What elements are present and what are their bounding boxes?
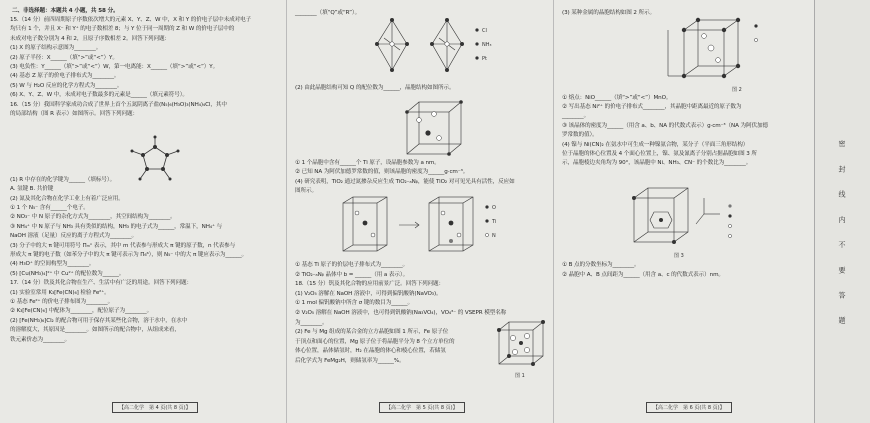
text-line: 后化学式为 FeMg₂H，则储氢率为______%。 [295,358,405,364]
text-line: ③ 该晶体的密度为______（用含 a、b、NA 的代数式表示）g·cm⁻³（NA 为阿伏加德 [562,122,769,129]
page-4-footer: 【高二化学 第 4 页(共 8 页)】 [112,402,198,413]
text-line: 铁元素价态为________。 [10,336,71,343]
text-line: 15.（14 分）前四周期原子序数依次增大的元素 X、Y、Z、W 中，X 和 Y 的价电子层中未成对电子 [10,17,252,23]
legend-ti: Ti [492,219,497,225]
binding-margin [814,0,870,423]
text-line: ② 写出基态 Ni²⁺ 的价电子排布式________，其晶胞中距离最近的原子数为 [562,104,742,110]
text-line: 的局部结构（图 R 表示）如图所示。回答下列问题： [10,111,139,117]
text-line: 为________。 [295,319,328,326]
figure-2-caption: 图 2 [732,87,742,93]
text-line: ② TiO₂₋ₐNᵦ 晶体中 b = ______（用 a 表示）。 [295,271,409,278]
text-line: (2) [Fe(NH₃)₆]Cl₂ 的配合物可用于保存其某些化合物，溶于水中，在水中 [10,317,188,324]
page-6-footer: 【高二化学 第 6 页(共 8 页)】 [646,402,732,413]
text-line: (4) 镍与 Ni(CN)₂ 在氨水中可生成一种镍氨合物，某分子（平面三角形结构） [562,141,749,148]
text-line: ① 基态 Fe²⁺ 的价电子排布图为________。 [10,299,114,305]
text-line: (3) 某种金属的晶胞结构如图 2 所示。 [562,10,656,16]
page-4-column [0,0,286,423]
text-line: (2) 原子半径：X______（填“>”或“<”）Y。 [10,54,118,61]
text-line: 18.（15 分）钒及其化合物的应用前景广泛。回答下列问题： [295,281,445,288]
text-line: ① B 点的分数坐标为________。 [562,262,640,268]
text-line: 罗常数的值）。 [562,132,598,139]
section-title: 二、非选择题：本题共 4 小题，共 58 分。 [12,8,119,14]
text-line: (4) H₃O⁺ 的空间构型为________。 [10,261,95,268]
text-line: NaOH 溶液（足量）反应的离子方程式为________。 [10,233,137,240]
page-5-footer: 【高二化学 第 5 页(共 8 页)】 [379,402,465,413]
text-line: ① 熔点：NiO______（填“>”或“<”）MnO。 [562,94,672,101]
text-line: 16.（15 分）我国科学家成功合成了世界上首个五氮阴离子盐(N₅)₆(H₃O)₃(NH₄)₄Cl，其中 [10,101,227,108]
figure-3-caption: 图 3 [674,253,684,259]
text-line: (1) V₂O₅ 溶解在 NaOH 溶液中，可得到偏钒酸钠(NaVO₃)。 [295,290,442,297]
text-line: (1) R 中存在的化学键为______（填标号）。 [10,176,116,183]
text-line: ① 基态 Ti 原子的价层电子排布式为________。 [295,262,409,268]
titanium-oxide-cell-diagram [397,98,477,160]
text-line: (2) 由此晶胞结构可知 Q 的配位数为______，晶胞结构如图所示。 [295,85,455,92]
text-line: (3) 分子中的大 π 键可用符号 Πₘⁿ 表示，其中 m 代表参与形成大 π 键的原子数，n 代表参与 [10,242,236,249]
text-line: 图所示。 [295,188,317,195]
text-line: ② NO₃⁻ 中 N 原子的杂化方式为________，其空间结构为________。 [10,214,176,221]
text-line: 17.（14 分）铁及其化合物在生产、生活中有广泛的用途。回答下列问题： [10,280,193,287]
figure-1-caption: 图 1 [515,373,525,379]
legend-pt: Pt [482,56,487,62]
text-line: (1) X 的原子结构示意图为________。 [10,45,102,52]
legend-n: N [492,233,496,239]
text-line: ② 已知 NA 为阿伏加德罗常数的值，则该晶胞的密度为______g·cm⁻³。 [295,169,469,176]
nickel-complex-cell-diagram [624,184,754,250]
text-line: (4) 研究表明，TiO₂ 通过氮掺杂反应生成 TiO₂₋ₐNᵦ，能使 TiO₂ 对可见光具有活性，反应如 [295,178,515,185]
legend-o: O [492,205,496,211]
text-line: 均只有 1 个，并且 X⁻ 和 Y⁺ 的电子数相差 8；与 Y 位于同一周期的 Z 和 W 的价电子层中的 [10,26,235,33]
metal-crystal-cell-diagram [664,14,784,84]
page-5-column [286,0,553,423]
text-line: 的溶解度大，其原因是________。如图所示的配合物中，从组成来看， [10,327,180,334]
text-line: 形成大 π 键的电子数（如苯分子中的大 π 键可表示为 Π₆⁶），则 N₅⁻ 中的大 π 键应表示为______。 [10,252,248,258]
text-line: 于顶点和面心的位置，Mg 原子位于将晶胞平分为 8 个立方单位的 [295,338,455,345]
text-line: (5) W 与 H₂O 反应的化学方程式为________。 [10,82,123,89]
text-line: (6) X、Y、Z、W 中，未成对电子数最多的元素是______（填元素符号）。 [10,92,188,99]
octahedral-isomers-diagram [367,16,517,76]
text-line: ① 1 个晶胞中含有______个 Ti 原子，设晶胞参数为 a nm。 [295,160,440,166]
text-line: 位于晶胞的体心位置及 4 个面心位置上，镍、氨及氰离子分别占据晶胞如图 3 所 [562,151,757,157]
text-line: A. 氢键 B. 共价键 [10,186,54,193]
tio2-doping-diagram [337,195,527,257]
text-line: 体心位置，晶体储氢时，H₂ 在晶胞的体心和棱心位置，若储氢 [295,348,446,355]
page-6-column [553,0,816,423]
text-line: ③ NH₄⁺ 中 N 原子与 NH₃ 具有类似的结构，NH₃ 的电子式为______，常温下，NH₄⁺ 与 [10,223,222,230]
pentazole-structure-diagram [120,133,190,191]
text-line: (3) 电负性：Y______（填“>”或“<”）W，第一电离能：X______（填“>”或“<”）Y。 [10,64,219,70]
text-line: (5) [Cu(NH₃)₄]²⁺ 中 Cu²⁺ 的配位数为______。 [10,270,125,277]
text-line: ② K₃[Fe(CN)₆] 中配体为________，配位原子为________。 [10,308,153,315]
legend-nh3: NH₃ [482,42,492,48]
binding-warning-text: 密 封 线 内 不 要 答 题 [838,140,846,332]
text-line: ① 1 个 N₅⁻ 含有______个电子。 [10,205,89,211]
fe-mg-unit-cell-diagram [495,320,547,370]
text-line: ① 1 mol 偏钒酸钠中所含 σ 键的数目为______。 [295,300,413,307]
text-line: 未成对电子数分别为 4 和 2，且原子序数相差 2。回答下列问题： [10,35,170,42]
text-line: ② V₂O₅ 溶解在 NaOH 溶液中，也可得到钒酸钠(Na₃VO₄)，VO₄³⁻ 的 VSEPR 模型名称 [295,310,507,316]
legend-cl: Cl [482,28,487,34]
text-line: 示，晶胞棱边夹角均为 90°，该晶胞中 Ni、NH₃、CN⁻ 的个数比为________。 [562,160,752,167]
text-line: ________（填“Q”或“R”）。 [295,10,361,16]
text-line: (1) 实验室常用 K₃[Fe(CN)₆] 检验 Fe²⁺。 [10,289,110,296]
text-line: (2) 氮及其化合物在化学工业上有着广泛应用。 [10,195,124,202]
text-line: (4) 基态 Z 原子的价电子排布式为________。 [10,73,120,80]
text-line: (2) Fe 与 Mg 组成的某合金的立方晶胞如图 1 所示，Fe 原子位 [295,329,449,336]
text-line: ② 晶胞中 A、B 点间距为______（用含 a、c 的代数式表示）nm。 [562,272,724,278]
text-line: ________。 [562,113,590,120]
